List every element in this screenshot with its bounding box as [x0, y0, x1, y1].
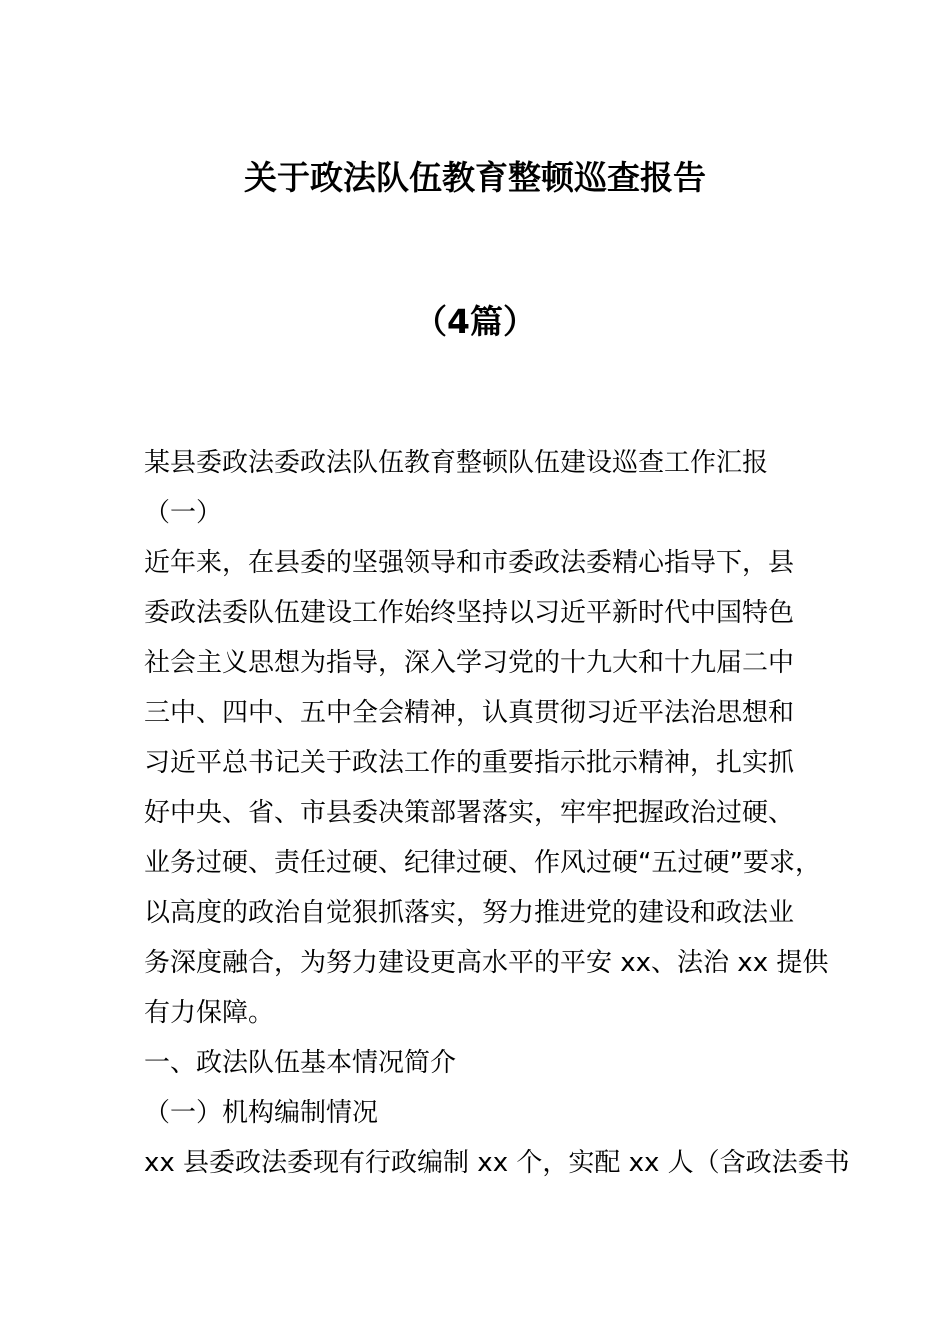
document-subtitle: （4篇）: [414, 302, 536, 341]
subsection-heading: （一）机构编制情况: [144, 1098, 379, 1128]
body-line: 业务过硬、责任过硬、纪律过硬、作风过硬“五过硬”要求，: [144, 848, 821, 878]
body-line: xx 县委政法委现有行政编制 xx 个，实配 xx 人（含政法委书: [144, 1148, 850, 1178]
body-line: （一）: [144, 498, 223, 528]
body-line: 以高度的政治自觉狠抓落实，努力推进党的建设和政法业: [144, 898, 795, 928]
body-line: 三中、四中、五中全会精神，认真贯彻习近平法治思想和: [144, 698, 795, 728]
section-heading: 一、政法队伍基本情况简介: [144, 1048, 457, 1078]
body-line: 好中央、省、市县委决策部署落实，牢牢把握政治过硬、: [144, 798, 795, 828]
body-line: 务深度融合，为努力建设更高水平的平安 xx、法治 xx 提供: [144, 948, 829, 978]
body-line: 社会主义思想为指导，深入学习党的十九大和十九届二中: [144, 648, 795, 678]
document-title: 关于政法队伍教育整顿巡查报告: [244, 158, 706, 197]
body-line: 习近平总书记关于政法工作的重要指示批示精神，扎实抓: [144, 748, 795, 778]
body-line: 某县委政法委政法队伍教育整顿队伍建设巡查工作汇报: [144, 448, 769, 478]
body-line: 近年来，在县委的坚强领导和市委政法委精心指导下，县: [144, 548, 795, 578]
body-line: 有力保障。: [144, 998, 275, 1028]
body-line: 委政法委队伍建设工作始终坚持以习近平新时代中国特色: [144, 598, 795, 628]
document-body: [144, 438, 850, 1188]
